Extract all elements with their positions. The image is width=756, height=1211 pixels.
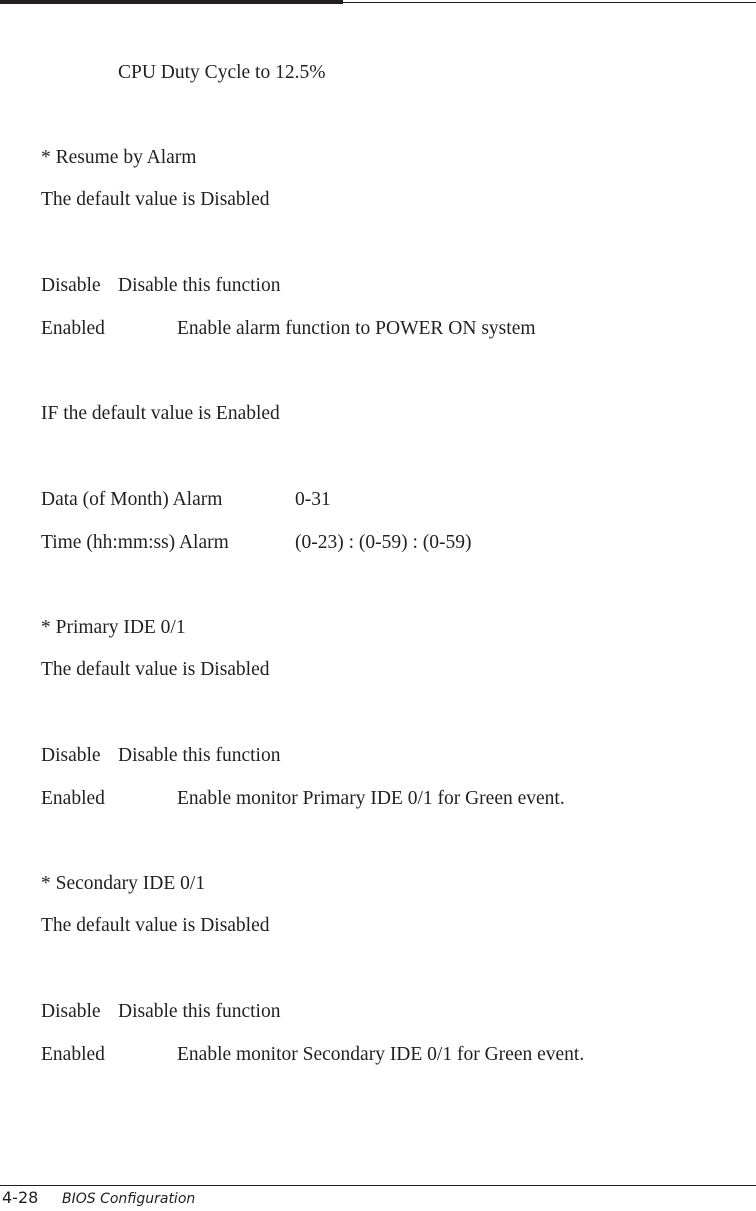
header-rule-thin — [343, 2, 756, 3]
resume-alarm-option-enabled-desc: Enable alarm function to POWER ON system — [177, 318, 536, 339]
header-rule-thick — [0, 0, 343, 4]
primary-ide-option-enabled-desc: Enable monitor Primary IDE 0/1 for Green event. — [177, 788, 565, 809]
primary-ide-option-enabled-name: Enabled — [41, 788, 105, 809]
secondary-ide-option-disable-desc: Disable this function — [118, 1001, 281, 1022]
primary-ide-option-disable-name: Disable — [41, 745, 101, 766]
primary-ide-option-disable-desc: Disable this function — [118, 745, 281, 766]
alarm-date-name: Data (of Month) Alarm — [41, 489, 223, 510]
section-title: BIOS Configuration — [62, 1191, 196, 1207]
cpu-duty-text: CPU Duty Cycle to 12.5% — [118, 62, 326, 83]
resume-alarm-option-enabled-name: Enabled — [41, 318, 105, 339]
resume-alarm-default: The default value is Disabled — [41, 189, 270, 210]
secondary-ide-option-disable-name: Disable — [41, 1001, 101, 1022]
secondary-ide-option-enabled-name: Enabled — [41, 1044, 105, 1065]
resume-alarm-heading: * Resume by Alarm — [41, 147, 197, 168]
alarm-time-name: Time (hh:mm:ss) Alarm — [41, 532, 229, 553]
resume-alarm-if-enabled: IF the default value is Enabled — [41, 403, 280, 424]
secondary-ide-heading: * Secondary IDE 0/1 — [41, 873, 206, 894]
page-number: 4-28 — [2, 1188, 39, 1207]
secondary-ide-default: The default value is Disabled — [41, 915, 270, 936]
resume-alarm-option-disable-desc: Disable this function — [118, 275, 281, 296]
secondary-ide-option-enabled-desc: Enable monitor Secondary IDE 0/1 for Green event. — [177, 1044, 585, 1065]
footer-rule — [0, 1185, 756, 1186]
alarm-time-value: (0-23) : (0-59) : (0-59) — [295, 532, 472, 553]
alarm-date-value: 0-31 — [295, 489, 331, 510]
primary-ide-heading: * Primary IDE 0/1 — [41, 617, 186, 638]
resume-alarm-option-disable-name: Disable — [41, 275, 101, 296]
primary-ide-default: The default value is Disabled — [41, 659, 270, 680]
